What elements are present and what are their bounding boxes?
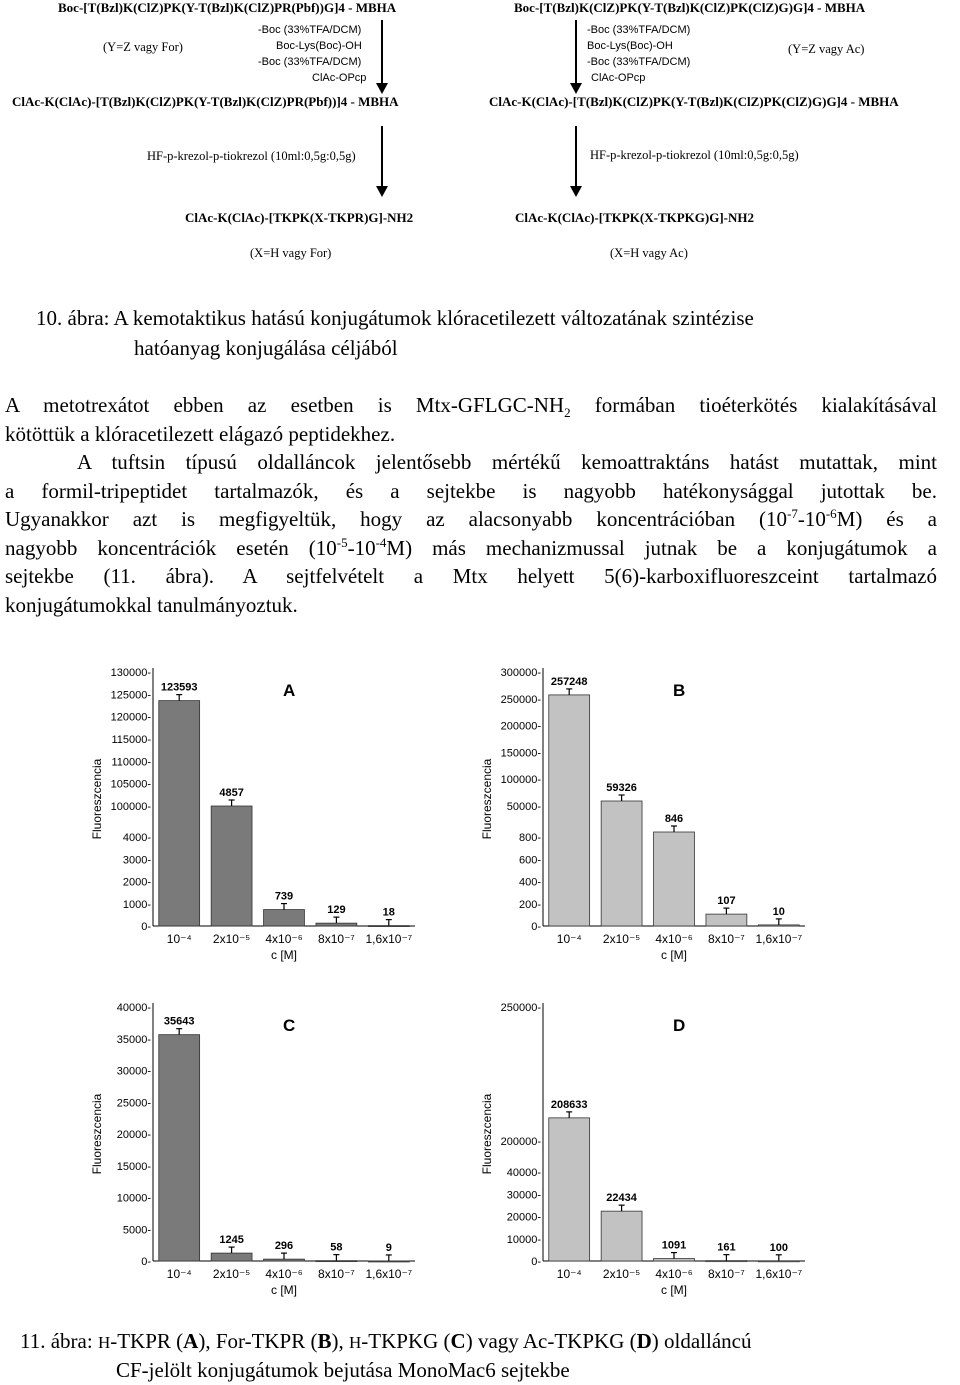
x-axis-label: c [M]: [661, 1283, 687, 1297]
x-tick-label: 4x10⁻⁶: [655, 1267, 693, 1281]
y-tick-label: 250000-: [500, 693, 541, 706]
bar: [601, 1211, 642, 1261]
y-tick-label: 0-: [141, 1256, 151, 1268]
x-tick-label: 4x10⁻⁶: [655, 932, 693, 946]
bar: [264, 1259, 305, 1261]
data-label: 1245: [219, 1234, 244, 1247]
left-step-2: Boc-Lys(Boc)-OH: [276, 40, 362, 52]
x-tick-label: 8x10⁻⁷: [708, 1267, 745, 1281]
para-line-6: nagyobb koncentrációk esetén $(10^{-5}-10^{-4}M)$ más mechanizmussal jutnak be a konjugátumok a: [5, 534, 937, 560]
right-step-4: ClAc-OPcp: [591, 72, 646, 84]
bar: [368, 926, 409, 927]
para-line-7: sejtekbe (11. ábra). A sejtfelvételt a Mtx helyett 5(6)-karboxifluoreszceint tartalmazó: [5, 564, 937, 588]
panel-letter: D: [673, 1016, 686, 1035]
data-label: 123593: [160, 681, 198, 694]
y-tick-label: 1000-: [122, 898, 151, 911]
y-tick-label: 0-: [531, 1256, 541, 1268]
x-tick-label: 1,6x10⁻⁷: [365, 1267, 413, 1281]
chart-panel-c: [85, 995, 430, 1315]
bar: [159, 1035, 200, 1261]
left-x-note: (X=H vagy For): [250, 246, 332, 260]
figure-10-caption-line2: hatóanyag konjugálása céljából: [134, 336, 398, 360]
left-step-3: -Boc (33%TFA/DCM): [258, 56, 362, 68]
y-tick-label: 10000-: [506, 1233, 541, 1246]
y-tick-label: 100000-: [500, 774, 541, 787]
data-label: 161: [717, 1241, 736, 1254]
y-tick-label: 200-: [518, 898, 541, 911]
y-tick-label: 200000-: [500, 720, 541, 733]
x-axis-label: c [M]: [271, 948, 297, 962]
y-axis-label: Fluoreszcencia: [90, 1093, 104, 1175]
data-label: 739: [274, 890, 294, 903]
y-tick-label: 110000-: [111, 756, 151, 769]
y-tick-label: 2000-: [122, 876, 151, 889]
x-tick-label: 1,6x10⁻⁷: [365, 932, 413, 946]
right-step-3: -Boc (33%TFA/DCM): [587, 56, 691, 68]
x-tick-label: 2x10⁻⁵: [602, 1267, 641, 1281]
y-tick-label: 250000-: [500, 1002, 541, 1014]
y-tick-label: 120000-: [110, 711, 151, 724]
x-tick-label: 2x10⁻⁵: [212, 1267, 251, 1281]
right-arrow-1: [575, 20, 577, 85]
para-line-5: Ugyanakkor azt is megfigyeltük, hogy az alacsonyabb koncentrációban $(10^{-7}-10^{-6}M)$ és a: [5, 506, 937, 531]
right-x-note: (X=H vagy Ac): [610, 246, 688, 260]
bar: [654, 1259, 695, 1261]
x-tick-label: 10⁻⁴: [556, 1267, 582, 1281]
x-tick-label: 1,6x10⁻⁷: [755, 932, 803, 946]
x-tick-label: 8x10⁻⁷: [318, 932, 355, 946]
y-tick-label: 25000-: [116, 1097, 151, 1110]
left-intermediate: ClAc-K(ClAc)-[T(Bzl)K(ClZ)PK(Y-T(Bzl)K(ClZ)PR(Pbf))]4 - MBHA: [12, 94, 399, 109]
bar: [316, 923, 357, 926]
data-label: 129: [327, 904, 346, 917]
data-label: 59326: [606, 782, 637, 795]
bar: [601, 801, 642, 926]
y-tick-label: 0-: [531, 921, 541, 933]
x-tick-label: 10⁻⁴: [166, 932, 192, 946]
y-tick-label: 130000-: [110, 667, 151, 679]
data-label: 9: [385, 1241, 392, 1254]
left-arrow-1: [381, 20, 383, 85]
y-tick-label: 115000-: [111, 734, 151, 746]
left-arrow-2: [381, 126, 383, 188]
y-tick-label: 4000-: [122, 832, 151, 845]
bar: [368, 1261, 409, 1262]
y-tick-label: 105000-: [110, 778, 151, 791]
y-tick-label: 30000-: [116, 1065, 151, 1078]
bar: [211, 1253, 252, 1261]
x-tick-label: 2x10⁻⁵: [602, 932, 641, 946]
y-tick-label: 300000-: [500, 667, 541, 679]
x-tick-label: 2x10⁻⁵: [212, 932, 251, 946]
left-start-resin: Boc-[T(Bzl)K(ClZ)PK(Y-T(Bzl)K(ClZ)PR(Pbf))G]4 - MBHA: [58, 0, 397, 15]
y-tick-label: 40000-: [506, 1167, 541, 1180]
y-tick-label: 15000-: [116, 1160, 151, 1173]
y-tick-label: 5000-: [122, 1224, 151, 1237]
bar: [706, 914, 747, 926]
bar: [316, 1261, 357, 1262]
bar: [758, 925, 799, 926]
chart-panel-b: [475, 660, 820, 980]
y-tick-label: 150000-: [500, 747, 541, 760]
panel-letter: C: [283, 1016, 296, 1035]
y-tick-label: 125000-: [110, 689, 151, 702]
y-tick-label: 600-: [518, 854, 541, 867]
chart-panel-d: [475, 995, 820, 1315]
y-axis-label: Fluoreszcencia: [480, 1093, 494, 1175]
left-product: ClAc-K(ClAc)-[TKPK(X-TKPR)G]-NH2: [185, 210, 414, 225]
bar: [706, 1261, 747, 1262]
right-step-2: Boc-Lys(Boc)-OH: [587, 40, 673, 52]
para-line-4: a formil-tripeptidet tartalmazók, és a sejtekbe is nagyobb hatékonysággal jutottak be.: [5, 478, 937, 503]
panel-letter: B: [673, 681, 686, 700]
left-cleavage: HF-p-krezol-p-tiokrezol (10ml:0,5g:0,5g): [147, 149, 356, 163]
y-axis-label: Fluoreszcencia: [90, 758, 104, 840]
right-start-resin: Boc-[T(Bzl)K(ClZ)PK(Y-T(Bzl)K(ClZ)PK(ClZ)G)G]4 - MBHA: [514, 0, 866, 15]
panel-letter: A: [283, 681, 296, 700]
para-line-1: A metotrexátot ebben az esetben is Mtx-$GFLGC-NH_2$ formában tioéterkötés kialakításával: [5, 393, 937, 421]
x-axis-label: c [M]: [661, 948, 687, 962]
chart-panel-a: [85, 660, 430, 980]
y-tick-label: 50000-: [506, 801, 541, 813]
bar: [159, 701, 200, 926]
data-label: 1091: [661, 1239, 687, 1252]
y-tick-label: 0-: [141, 921, 151, 933]
para-line-2: kötöttük a klóracetilezett elágazó peptidekhez.: [5, 421, 396, 446]
body-paragraph: [5, 391, 937, 619]
y-tick-label: 20000-: [116, 1129, 151, 1141]
y-tick-label: 40000-: [116, 1002, 151, 1014]
left-step-1: -Boc (33%TFA/DCM): [258, 24, 362, 36]
data-label: 846: [664, 813, 684, 825]
x-tick-label: 10⁻⁴: [166, 1267, 192, 1281]
x-axis-label: c [M]: [271, 1283, 297, 1297]
bar: [654, 832, 695, 926]
x-tick-label: 4x10⁻⁶: [265, 932, 303, 946]
data-label: 22434: [606, 1192, 637, 1205]
right-step-1: -Boc (33%TFA/DCM): [587, 24, 691, 36]
data-label: 58: [330, 1241, 343, 1254]
figure-11-caption-line1: 11. ábra: H-TKPR (A), For-TKPR (B), H-TKPKG (C) vagy Ac-TKPKG (D) oldalláncú: [20, 1329, 752, 1353]
x-tick-label: 10⁻⁴: [556, 932, 582, 946]
right-y-note: (Y=Z vagy Ac): [788, 42, 865, 56]
y-tick-label: 35000-: [116, 1033, 151, 1046]
bar: [758, 1261, 799, 1262]
y-tick-label: 10000-: [116, 1192, 151, 1205]
bar: [549, 1118, 590, 1261]
right-arrow-2: [575, 126, 577, 188]
data-label: 100: [769, 1241, 788, 1254]
bar: [211, 806, 252, 926]
figure-10-caption-line1: 10. ábra: A kemotaktikus hatású konjugátumok klóracetilezett változatának szintézise: [36, 306, 754, 330]
x-tick-label: 1,6x10⁻⁷: [755, 1267, 803, 1281]
x-tick-label: 8x10⁻⁷: [708, 932, 745, 946]
right-cleavage: HF-p-krezol-p-tiokrezol (10ml:0,5g:0,5g): [590, 148, 799, 162]
x-tick-label: 4x10⁻⁶: [265, 1267, 303, 1281]
data-label: 296: [274, 1240, 294, 1253]
para-line-3: A tuftsin típusú oldalláncok jelentősebb mértékű kemoattraktáns hatást mutattak, mint: [77, 450, 937, 474]
bar: [549, 695, 590, 926]
bar: [264, 910, 305, 926]
data-label: 257248: [550, 675, 588, 688]
para-line-8: konjugátumokkal tanulmányoztuk.: [5, 592, 298, 617]
data-label: 208633: [550, 1098, 588, 1111]
data-label: 10: [772, 905, 785, 918]
y-tick-label: 30000-: [506, 1189, 541, 1202]
y-tick-label: 3000-: [122, 854, 151, 867]
left-step-4: ClAc-OPcp: [312, 72, 367, 84]
y-tick-label: 400-: [518, 876, 541, 889]
y-tick-label: 20000-: [506, 1211, 541, 1224]
y-tick-label: 200000-: [500, 1136, 541, 1148]
data-label: 18: [382, 906, 395, 919]
right-product: ClAc-K(ClAc)-[TKPK(X-TKPKG)G]-NH2: [515, 210, 755, 225]
y-tick-label: 800-: [518, 832, 541, 845]
data-label: 4857: [219, 787, 244, 799]
y-tick-label: 100000-: [110, 801, 151, 813]
figure-11-caption-line2: CF-jelölt konjugátumok bejutása MonoMac6 sejtekbe: [116, 1358, 570, 1382]
data-label: 35643: [163, 1015, 195, 1028]
right-intermediate: ClAc-K(ClAc)-[T(Bzl)K(ClZ)PK(Y-T(Bzl)K(ClZ)PK(ClZ)G)G]4 - MBHA: [489, 94, 899, 109]
data-label: 107: [717, 895, 736, 908]
x-tick-label: 8x10⁻⁷: [318, 1267, 355, 1281]
left-y-note: (Y=Z vagy For): [103, 40, 183, 54]
y-axis-label: Fluoreszcencia: [480, 758, 494, 840]
